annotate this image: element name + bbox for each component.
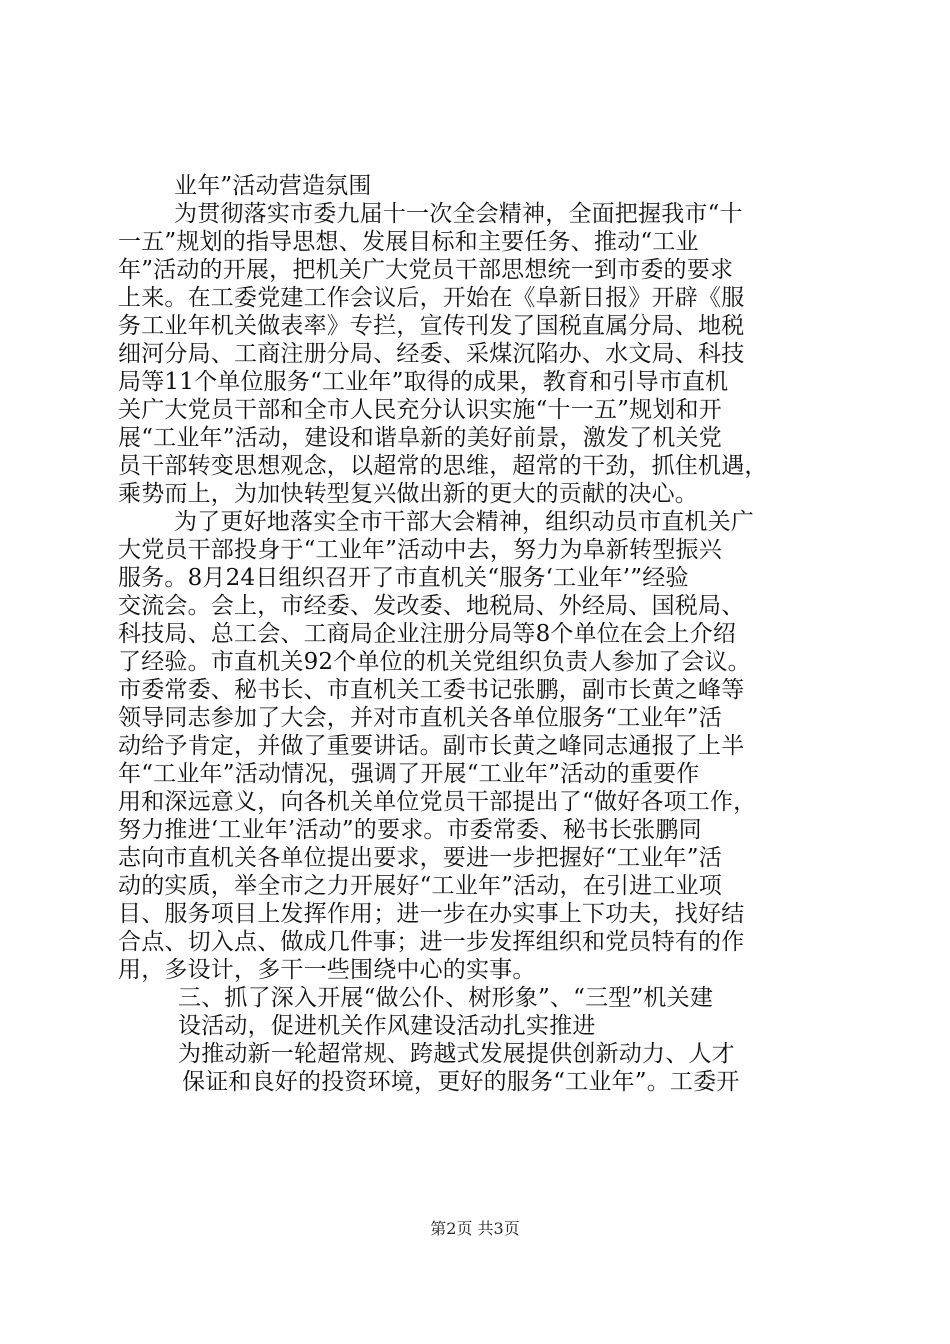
- text-line: 展“工业年”活动，建设和谐阜新的美好前景，激发了机关党: [118, 425, 722, 451]
- text-line: 领导同志参加了大会，并对市直机关各单位服务“工业年”活: [118, 705, 722, 731]
- text-line: 务工业年机关做表率》专拦，宣传刊发了国税直属分局、地税: [118, 313, 745, 339]
- text-line: 局等11个单位服务“工业年”取得的成果，教育和引导市直机: [118, 369, 729, 395]
- text-line: 设活动，促进机关作风建设活动扎实推进: [178, 1013, 596, 1039]
- text-line: 用，多设计，多干一些围绕中心的实事。: [118, 957, 536, 983]
- text-line: 志向市直机关各单位提出要求，要进一步把握好“工业年”活: [118, 845, 722, 871]
- text-line: 服务。8月24日组织召开了市直机关“服务‘工业年’”经验: [118, 565, 689, 591]
- text-line: 年“工业年”活动情况，强调了开展“工业年”活动的重要作: [118, 761, 700, 787]
- text-line: 目、服务项目上发挥作用；进一步在办实事上下功夫，找好结: [118, 901, 745, 927]
- text-line: 动的实质，举全市之力开展好“工业年”活动，在引进工业项: [118, 873, 722, 899]
- text-line: 为推动新一轮超常规、跨越式发展提供创新动力、人才: [178, 1041, 735, 1067]
- text-line: 交流会。会上，市经委、发改委、地税局、外经局、国税局、: [118, 593, 745, 619]
- text-line: 保证和良好的投资环境，更好的服务“工业年”。工委开: [182, 1069, 740, 1095]
- text-line: 市委常委、秘书长、市直机关工委书记张鹏，副市长黄之峰等: [118, 677, 745, 703]
- text-line: 为了更好地落实全市干部大会精神，组织动员市直机关广: [174, 509, 754, 535]
- text-line: 努力推进‘工业年’活动”的要求。市委常委、秘书长张鹏同: [118, 817, 702, 843]
- text-line: 业年”活动营造氛围: [174, 173, 372, 199]
- text-line: 乘势而上，为加快转型复兴做出新的更大的贡献的决心。: [118, 481, 698, 507]
- text-line: 年”活动的开展，把机关广大党员干部思想统一到市委的要求: [118, 257, 734, 283]
- text-line: 动给予肯定，并做了重要讲话。副市长黄之峰同志通报了上半: [118, 733, 745, 759]
- text-line: 为贯彻落实市委九届十一次全会精神，全面把握我市“十: [174, 201, 743, 227]
- text-line: 细河分局、工商注册分局、经委、采煤沉陷办、水文局、科技: [118, 341, 745, 367]
- text-line: 合点、切入点、做成几件事；进一步发挥组织和党员特有的作: [118, 929, 745, 955]
- text-line: 用和深远意义，向各机关单位党员干部提出了“做好各项工作，: [118, 789, 757, 815]
- text-line: 大党员干部投身于“工业年”活动中去，努力为阜新转型振兴: [118, 537, 722, 563]
- text-line: 三、抓了深入开展“做公仆、树形象”、“三型”机关建: [178, 985, 714, 1011]
- text-line: 科技局、总工会、工商局企业注册分局等8个单位在会上介绍: [118, 621, 737, 647]
- page-footer: 第2页 共3页: [430, 1219, 520, 1238]
- text-line: 了经验。市直机关92个单位的机关党组织负责人参加了会议。: [118, 649, 751, 675]
- text-line: 员干部转变思想观念，以超常的思维，超常的干劲，抓住机遇，: [118, 453, 768, 479]
- text-line: 关广大党员干部和全市人民充分认识实施“十一五”规划和开: [118, 397, 722, 423]
- text-line: 一五”规划的指导思想、发展目标和主要任务、推动“工业: [118, 229, 699, 255]
- text-line: 上来。在工委党建工作会议后，开始在《阜新日报》开辟《服: [118, 285, 745, 311]
